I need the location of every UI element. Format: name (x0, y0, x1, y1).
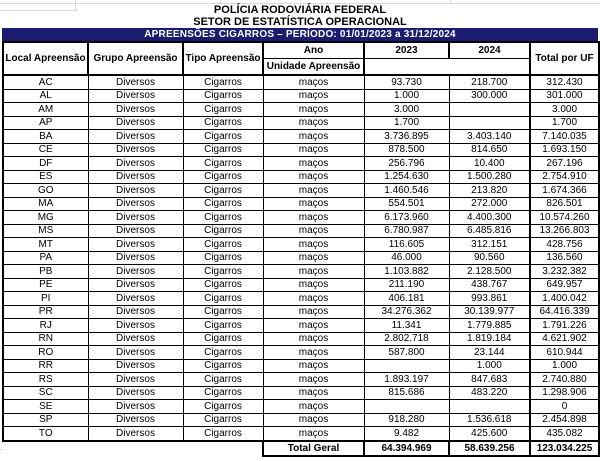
cell-total: 301.000 (530, 89, 599, 103)
table-row (3, 265, 599, 279)
total-row (3, 441, 599, 456)
cell-total: 7.140.035 (530, 130, 599, 144)
cell-2023: 211.190 (364, 278, 449, 292)
table-row (3, 359, 599, 373)
cell-tipo: Cigarros (183, 265, 263, 279)
cell-2023: 9.482 (364, 427, 449, 441)
cell-grupo: Diversos (88, 197, 183, 211)
table-row (3, 103, 599, 117)
table-row (3, 292, 599, 306)
cell-unidade: maços (263, 143, 364, 157)
cell-total: 1.400.042 (530, 292, 599, 306)
cell-uf: MS (3, 224, 88, 238)
cell-grupo: Diversos (88, 224, 183, 238)
cell-grupo: Diversos (88, 292, 183, 306)
col-header-grupo: Grupo Apreensão (88, 42, 183, 75)
cell-2023: 6.173.960 (364, 211, 449, 225)
cell-grupo: Diversos (88, 332, 183, 346)
table-row (3, 400, 599, 414)
cell-2023: 3.000 (364, 103, 449, 117)
col-header-total-uf: Total por UF (530, 42, 599, 75)
cell-uf: GO (3, 184, 88, 198)
cell-2023: 587.800 (364, 346, 449, 360)
cell-uf: DF (3, 157, 88, 171)
unit-subheader-empty (364, 59, 530, 76)
total-2024: 58.639.256 (449, 441, 530, 456)
table-row (3, 116, 599, 130)
cell-unidade: maços (263, 197, 364, 211)
cell-2024: 218.700 (449, 75, 530, 89)
cell-2024: 483.220 (449, 386, 530, 400)
cell-unidade: maços (263, 427, 364, 441)
table-row (3, 143, 599, 157)
table-row (3, 346, 599, 360)
cell-uf: SP (3, 413, 88, 427)
cell-unidade: maços (263, 89, 364, 103)
cell-grupo: Diversos (88, 75, 183, 89)
cell-2024: 1.536.618 (449, 413, 530, 427)
cell-total: 3.232.382 (530, 265, 599, 279)
cell-2024: 1.000 (449, 359, 530, 373)
cell-unidade: maços (263, 116, 364, 130)
cell-grupo: Diversos (88, 305, 183, 319)
table-row (3, 157, 599, 171)
cell-2023: 34.276.362 (364, 305, 449, 319)
cell-tipo: Cigarros (183, 359, 263, 373)
cell-grupo: Diversos (88, 251, 183, 265)
table-row (3, 238, 599, 252)
table-row (3, 130, 599, 144)
cell-tipo: Cigarros (183, 184, 263, 198)
cell-2024: 23.144 (449, 346, 530, 360)
cell-total: 435.082 (530, 427, 599, 441)
cell-grupo: Diversos (88, 373, 183, 387)
cell-grupo: Diversos (88, 211, 183, 225)
cell-2023: 116.605 (364, 238, 449, 252)
cell-unidade: maços (263, 224, 364, 238)
cell-total: 2.740.880 (530, 373, 599, 387)
cell-tipo: Cigarros (183, 130, 263, 144)
cell-unidade: maços (263, 211, 364, 225)
cell-tipo: Cigarros (183, 400, 263, 414)
cell-tipo: Cigarros (183, 332, 263, 346)
cell-grupo: Diversos (88, 89, 183, 103)
table-row (3, 184, 599, 198)
cell-grupo: Diversos (88, 359, 183, 373)
cell-grupo: Diversos (88, 130, 183, 144)
cell-grupo: Diversos (88, 170, 183, 184)
total-row-blank (3, 441, 263, 456)
cell-uf: MG (3, 211, 88, 225)
cell-tipo: Cigarros (183, 143, 263, 157)
report-titles (2, 0, 598, 28)
cell-unidade: maços (263, 373, 364, 387)
col-header-2024: 2024 (449, 42, 530, 59)
cell-uf: SE (3, 400, 88, 414)
cell-uf: ES (3, 170, 88, 184)
col-header-2023: 2023 (364, 42, 449, 59)
cell-uf: AM (3, 103, 88, 117)
cell-2023: 1.460.546 (364, 184, 449, 198)
cell-2024: 1.819.184 (449, 332, 530, 346)
cell-uf: RN (3, 332, 88, 346)
cell-uf: PR (3, 305, 88, 319)
cell-total: 4.621.902 (530, 332, 599, 346)
cell-unidade: maços (263, 346, 364, 360)
cell-2023: 2.802.718 (364, 332, 449, 346)
cell-2024: 10.400 (449, 157, 530, 171)
cell-unidade: maços (263, 238, 364, 252)
cell-total: 312.430 (530, 75, 599, 89)
cell-total: 826.501 (530, 197, 599, 211)
total-grand: 123.034.225 (530, 441, 599, 456)
cell-tipo: Cigarros (183, 224, 263, 238)
cell-2024: 993.861 (449, 292, 530, 306)
cell-uf: RJ (3, 319, 88, 333)
cell-tipo: Cigarros (183, 292, 263, 306)
cell-grupo: Diversos (88, 238, 183, 252)
cell-total: 649.957 (530, 278, 599, 292)
cell-2024: 2.128.500 (449, 265, 530, 279)
cell-total: 2.454.898 (530, 413, 599, 427)
cell-unidade: maços (263, 75, 364, 89)
cell-2024: 1.779.885 (449, 319, 530, 333)
cell-total: 0 (530, 400, 599, 414)
cell-2024: 1.500.280 (449, 170, 530, 184)
cell-grupo: Diversos (88, 278, 183, 292)
cell-2023 (364, 359, 449, 373)
header-row-1 (3, 42, 599, 59)
table-row (3, 386, 599, 400)
cell-uf: AP (3, 116, 88, 130)
table-header (3, 42, 599, 75)
table-row (3, 305, 599, 319)
report-sheet (2, 0, 598, 457)
cell-tipo: Cigarros (183, 89, 263, 103)
cell-grupo: Diversos (88, 143, 183, 157)
cell-unidade: maços (263, 292, 364, 306)
cell-grupo: Diversos (88, 184, 183, 198)
cell-2024: 847.683 (449, 373, 530, 387)
cell-unidade: maços (263, 359, 364, 373)
cell-unidade: maços (263, 400, 364, 414)
report-title: POLÍCIA RODOVIÁRIA FEDERAL (213, 4, 387, 16)
table-row (3, 75, 599, 89)
cell-grupo: Diversos (88, 400, 183, 414)
cell-tipo: Cigarros (183, 386, 263, 400)
cell-unidade: maços (263, 170, 364, 184)
cell-2023: 1.103.882 (364, 265, 449, 279)
cell-uf: RO (3, 346, 88, 360)
cell-unidade: maços (263, 278, 364, 292)
cell-tipo: Cigarros (183, 373, 263, 387)
table-row (3, 319, 599, 333)
total-label: Total Geral (263, 441, 364, 456)
cell-2024: 3.403.140 (449, 130, 530, 144)
cell-total: 64.416.339 (530, 305, 599, 319)
total-2023: 64.394.969 (364, 441, 449, 456)
cell-2024: 300.000 (449, 89, 530, 103)
cell-tipo: Cigarros (183, 197, 263, 211)
cell-2023: 11.341 (364, 319, 449, 333)
cell-tipo: Cigarros (183, 75, 263, 89)
cell-tipo: Cigarros (183, 305, 263, 319)
cell-grupo: Diversos (88, 386, 183, 400)
cell-2023: 3.736.895 (364, 130, 449, 144)
cell-tipo: Cigarros (183, 251, 263, 265)
cell-2024: 312.151 (449, 238, 530, 252)
cell-grupo: Diversos (88, 346, 183, 360)
cell-tipo: Cigarros (183, 413, 263, 427)
cell-tipo: Cigarros (183, 319, 263, 333)
cell-2024: 814.650 (449, 143, 530, 157)
report-banner: APREENSÕES CIGARROS – PERÍODO: 01/01/2023 a 31/12/2024 (2, 28, 598, 41)
cell-2024: 213.820 (449, 184, 530, 198)
cell-2023: 93.730 (364, 75, 449, 89)
cell-unidade: maços (263, 157, 364, 171)
table-row (3, 278, 599, 292)
cell-tipo: Cigarros (183, 238, 263, 252)
cell-uf: MT (3, 238, 88, 252)
table-footer (3, 441, 599, 456)
cell-uf: PA (3, 251, 88, 265)
cell-2024 (449, 103, 530, 117)
cell-uf: MA (3, 197, 88, 211)
cell-2023: 1.700 (364, 116, 449, 130)
cell-grupo: Diversos (88, 116, 183, 130)
cell-2024: 425.600 (449, 427, 530, 441)
cell-unidade: maços (263, 130, 364, 144)
col-header-tipo: Tipo Apreensão (183, 42, 263, 75)
table-row (3, 332, 599, 346)
table-row (3, 413, 599, 427)
cell-grupo: Diversos (88, 103, 183, 117)
cell-total: 2.754.910 (530, 170, 599, 184)
cell-uf: TO (3, 427, 88, 441)
cell-unidade: maços (263, 103, 364, 117)
cell-tipo: Cigarros (183, 103, 263, 117)
col-header-local: Local Apreensão (3, 42, 88, 75)
cell-2024: 30.139.977 (449, 305, 530, 319)
table-row (3, 197, 599, 211)
cell-2024: 438.767 (449, 278, 530, 292)
cell-2023: 1.000 (364, 89, 449, 103)
cell-tipo: Cigarros (183, 278, 263, 292)
cell-grupo: Diversos (88, 413, 183, 427)
table-body (3, 75, 599, 441)
seizures-table (2, 41, 600, 457)
cell-tipo: Cigarros (183, 346, 263, 360)
cell-total: 1.298.906 (530, 386, 599, 400)
cell-2024 (449, 116, 530, 130)
cell-2023: 6.780.987 (364, 224, 449, 238)
cell-uf: AL (3, 89, 88, 103)
table-row (3, 224, 599, 238)
cell-total: 428.756 (530, 238, 599, 252)
cell-total: 1.000 (530, 359, 599, 373)
table-row (3, 170, 599, 184)
cell-unidade: maços (263, 386, 364, 400)
cell-2023 (364, 400, 449, 414)
cell-2024: 90.560 (449, 251, 530, 265)
cell-2023: 554.501 (364, 197, 449, 211)
cell-total: 267.196 (530, 157, 599, 171)
cell-uf: SC (3, 386, 88, 400)
cell-2023: 878.500 (364, 143, 449, 157)
cell-tipo: Cigarros (183, 427, 263, 441)
table-row (3, 427, 599, 441)
cell-grupo: Diversos (88, 427, 183, 441)
cell-2023: 918.280 (364, 413, 449, 427)
cell-2023: 256.796 (364, 157, 449, 171)
cell-unidade: maços (263, 332, 364, 346)
cell-total: 13.266.803 (530, 224, 599, 238)
cell-total: 1.693.150 (530, 143, 599, 157)
cell-total: 136.560 (530, 251, 599, 265)
cell-grupo: Diversos (88, 157, 183, 171)
cell-grupo: Diversos (88, 319, 183, 333)
cell-2023: 815.686 (364, 386, 449, 400)
cell-grupo: Diversos (88, 265, 183, 279)
cell-total: 1.791.226 (530, 319, 599, 333)
cell-2024: 6.485.816 (449, 224, 530, 238)
cell-unidade: maços (263, 265, 364, 279)
cell-uf: RR (3, 359, 88, 373)
cell-total: 1.700 (530, 116, 599, 130)
cell-uf: AC (3, 75, 88, 89)
cell-2023: 46.000 (364, 251, 449, 265)
table-row (3, 89, 599, 103)
cell-tipo: Cigarros (183, 116, 263, 130)
cell-uf: PB (3, 265, 88, 279)
table-row (3, 373, 599, 387)
cell-unidade: maços (263, 413, 364, 427)
cell-total: 10.574.260 (530, 211, 599, 225)
cell-unidade: maços (263, 184, 364, 198)
cell-2023: 1.893.197 (364, 373, 449, 387)
cell-2024: 4.400.300 (449, 211, 530, 225)
cell-uf: RS (3, 373, 88, 387)
cell-2024: 272.000 (449, 197, 530, 211)
table-row (3, 251, 599, 265)
cell-total: 1.674.366 (530, 184, 599, 198)
cell-2023: 1.254.630 (364, 170, 449, 184)
cell-tipo: Cigarros (183, 157, 263, 171)
col-header-unidade: Unidade Apreensão (263, 59, 364, 76)
cell-uf: PI (3, 292, 88, 306)
cell-2023: 406.181 (364, 292, 449, 306)
cell-uf: PE (3, 278, 88, 292)
cell-tipo: Cigarros (183, 211, 263, 225)
cell-total: 3.000 (530, 103, 599, 117)
cell-total: 610.944 (530, 346, 599, 360)
col-header-ano: Ano (263, 42, 364, 59)
cell-uf: CE (3, 143, 88, 157)
cell-2024 (449, 400, 530, 414)
cell-unidade: maços (263, 319, 364, 333)
cell-uf: BA (3, 130, 88, 144)
cell-tipo: Cigarros (183, 170, 263, 184)
table-row (3, 211, 599, 225)
cell-unidade: maços (263, 305, 364, 319)
report-subtitle: SETOR DE ESTATÍSTICA OPERACIONAL (193, 16, 407, 28)
cell-unidade: maços (263, 251, 364, 265)
